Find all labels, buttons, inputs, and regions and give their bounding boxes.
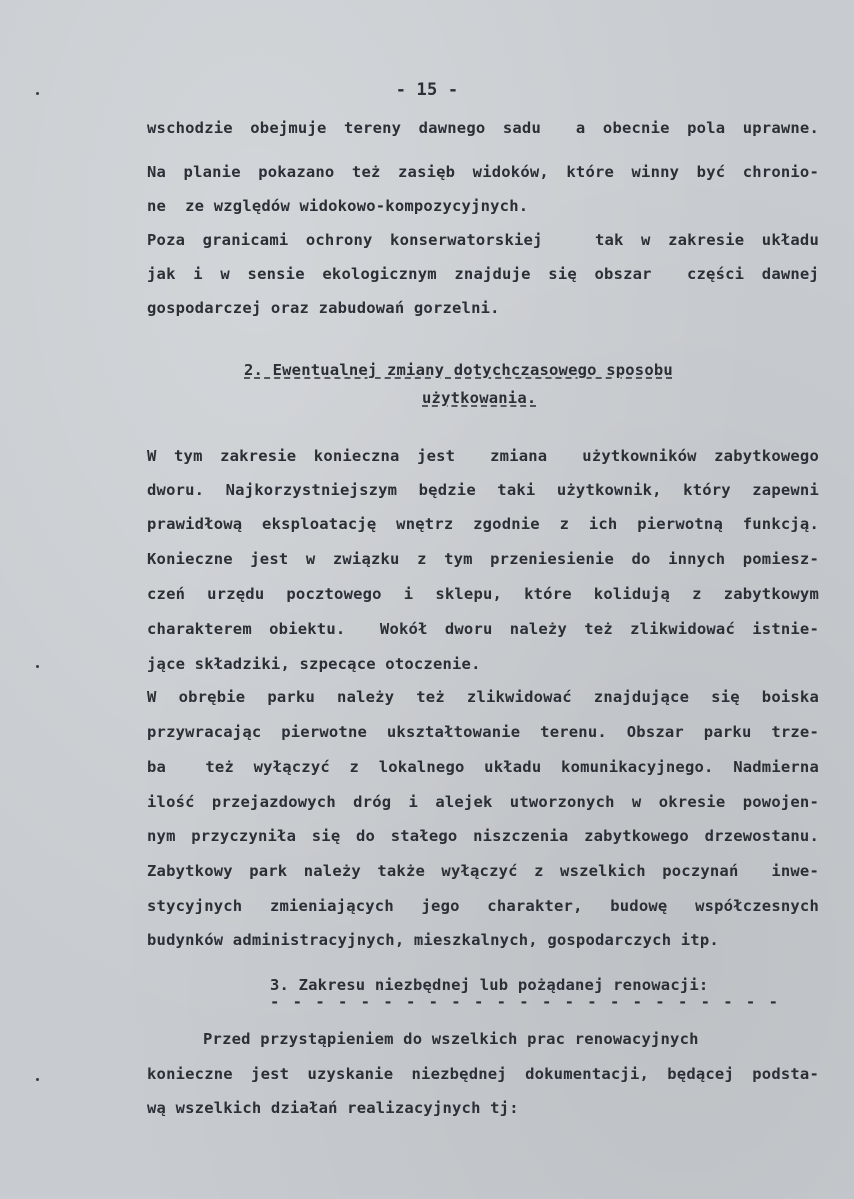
section-heading-3-underline: - - - - - - - - - - - - - - - - - - - - - - - [270,993,780,1011]
text-line: charakterem obiektu. Wokół dworu należy też zlikwidować istnie- [147,620,819,638]
text-line: nym przyczyniła się do stałego niszczenia zabytkowego drzewostanu. [147,827,819,845]
text-line: ilość przejazdowych dróg i alejek utworzonych w okresie powojen- [147,793,819,811]
page-number: - 15 - [395,80,459,100]
text-line: ne ze względów widokowo-kompozycyjnych. [147,197,529,215]
text-line: W obrębie parku należy też zlikwidować znajdujące się boiska [147,688,819,706]
text-line: gospodarczej oraz zabudowań gorzelni. [147,299,500,317]
text-line: budynków administracyjnych, mieszkalnych, gospodarczych itp. [147,931,719,949]
text-line: czeń urzędu pocztowego i sklepu, które kolidują z zabytkowym [147,585,819,603]
text-line: Zabytkowy park należy także wyłączyć z wszelkich poczynań inwe- [147,862,819,880]
text-line: wą wszelkich działań realizacyjnych tj: [147,1099,519,1117]
text-line: wschodzie obejmuje tereny dawnego sadu a obecnie pola uprawne. [147,119,819,137]
scan-speck [36,665,39,668]
text-line: W tym zakresie konieczna jest zmiana użytkowników zabytkowego [147,447,819,465]
text-line: prawidłową eksploatację wnętrz zgodnie z ich pierwotną funkcją. [147,515,819,533]
section-heading-2-line2: użytkowania. [422,389,537,407]
section-heading-2-line1: 2. Ewentualnej zmiany dotychczasowego sposobu [244,361,673,379]
text-line: przywracając pierwotne ukształtowanie terenu. Obszar parku trze- [147,723,819,741]
text-line: Na planie pokazano też zasięb widoków, które winny być chronio- [147,163,819,181]
text-line: konieczne jest uzyskanie niezbędnej dokumentacji, będącej podsta- [147,1065,819,1083]
text-line: Poza granicami ochrony konserwatorskiej tak w zakresie układu [147,231,819,249]
scan-speck [36,92,39,95]
section-heading-3: 3. Zakresu niezbędnej lub pożądanej renowacji: [270,976,709,994]
text-line: jak i w sensie ekologicznym znajduje się obszar części dawnej [147,265,819,283]
scan-speck [36,1078,39,1081]
text-line: ba też wyłączyć z lokalnego układu komunikacyjnego. Nadmierna [147,758,819,776]
text-line: Konieczne jest w związku z tym przeniesienie do innych pomiesz- [147,550,819,568]
text-line: Przed przystąpieniem do wszelkich prac renowacyjnych [203,1030,699,1048]
text-line: dworu. Najkorzystniejszym będzie taki użytkownik, który zapewni [147,481,819,499]
text-line: stycyjnych zmieniających jego charakter, budowę współczesnych [147,897,819,915]
text-line: jące składziki, szpecące otoczenie. [147,655,481,673]
